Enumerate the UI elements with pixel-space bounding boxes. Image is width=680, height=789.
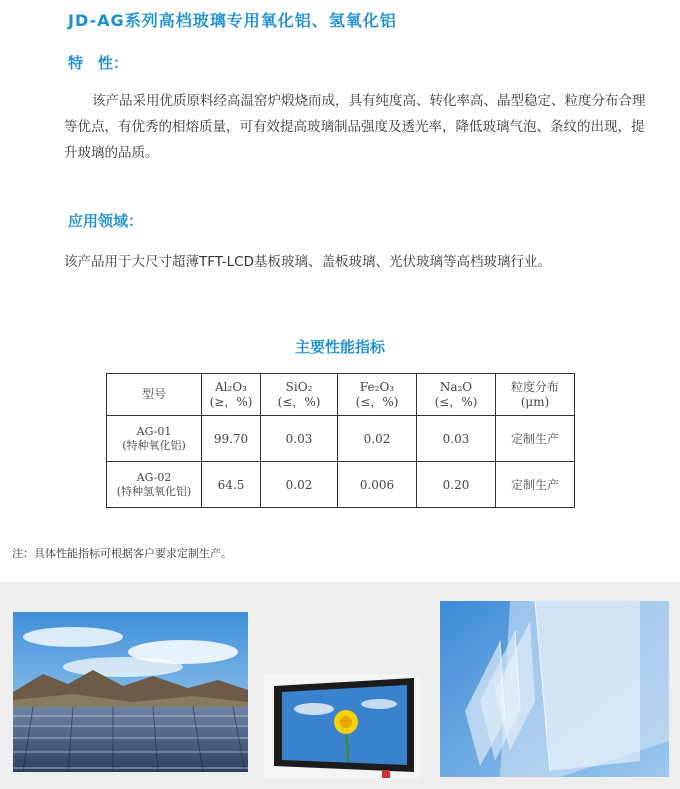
cell-al2o3: 64.5 xyxy=(202,462,261,508)
header-na2o xyxy=(417,374,496,416)
solar-panels-photo xyxy=(13,612,248,772)
cell-size: 定制生产 xyxy=(496,462,575,508)
header-al2o3 xyxy=(202,374,261,416)
features-heading: 特 性： xyxy=(68,54,129,72)
table-row xyxy=(107,462,575,508)
cell-sio2: 0.02 xyxy=(261,462,338,508)
features-text: 该产品采用优质原料经高温窑炉煅烧而成，具有纯度高、转化率高、晶型稳定、粒度分布合理等优点，有优秀的相熔质量，可有效提高玻璃制品强度及透光率，降低玻璃气泡、条纹的出现，提升玻璃的品质。 xyxy=(64,93,646,161)
table-title: 主要性能指标 xyxy=(294,338,385,356)
header-sio2 xyxy=(261,374,338,416)
header-fe2o3-label: Fe₂O₃ xyxy=(359,379,395,394)
header-model-label: 型号 xyxy=(141,387,166,401)
header-size xyxy=(496,374,575,416)
header-sio2-label: SiO₂ xyxy=(285,379,313,394)
cell-al2o3: 99.70 xyxy=(202,416,261,462)
header-al2o3-label: Al₂O₃ xyxy=(215,379,247,394)
header-al2o3-unit: (≥，%) xyxy=(209,394,253,409)
application-text: 该产品用于大尺寸超薄TFT-LCD基板玻璃、盖板玻璃、光伏玻璃等高档玻璃行业。 xyxy=(64,254,551,270)
table-header-row xyxy=(107,374,575,416)
model-desc: (特种氢氧化铝) xyxy=(116,484,192,498)
header-na2o-unit: (≤，%) xyxy=(434,394,478,409)
header-fe2o3 xyxy=(338,374,417,416)
note-text: 注：具体性能指标可根据客户要求定制生产。 xyxy=(12,547,232,560)
cell-model xyxy=(107,416,202,462)
application-heading: 应用领域： xyxy=(68,212,144,230)
header-size-label: 粒度分布 xyxy=(510,379,559,394)
model-code: AG-02 xyxy=(136,470,172,484)
header-na2o-label: Na₂O xyxy=(439,379,473,394)
glass-sheets-photo xyxy=(440,601,669,777)
lcd-monitor-photo xyxy=(264,674,421,779)
model-code: AG-01 xyxy=(136,424,172,438)
spec-table xyxy=(106,373,575,508)
page-title: JD-AG系列高档玻璃专用氧化铝、氢氧化铝 xyxy=(68,11,397,30)
cell-na2o: 0.20 xyxy=(417,462,496,508)
header-model xyxy=(107,374,202,416)
cell-size: 定制生产 xyxy=(496,416,575,462)
cell-model xyxy=(107,462,202,508)
cell-sio2: 0.03 xyxy=(261,416,338,462)
header-size-unit: (μm) xyxy=(520,394,550,409)
cell-na2o: 0.03 xyxy=(417,416,496,462)
table-row xyxy=(107,416,575,462)
cell-fe2o3: 0.02 xyxy=(338,416,417,462)
cell-fe2o3: 0.006 xyxy=(338,462,417,508)
header-sio2-unit: (≤，%) xyxy=(277,394,321,409)
header-fe2o3-unit: (≤，%) xyxy=(355,394,399,409)
model-desc: (特种氧化铝) xyxy=(122,438,186,452)
